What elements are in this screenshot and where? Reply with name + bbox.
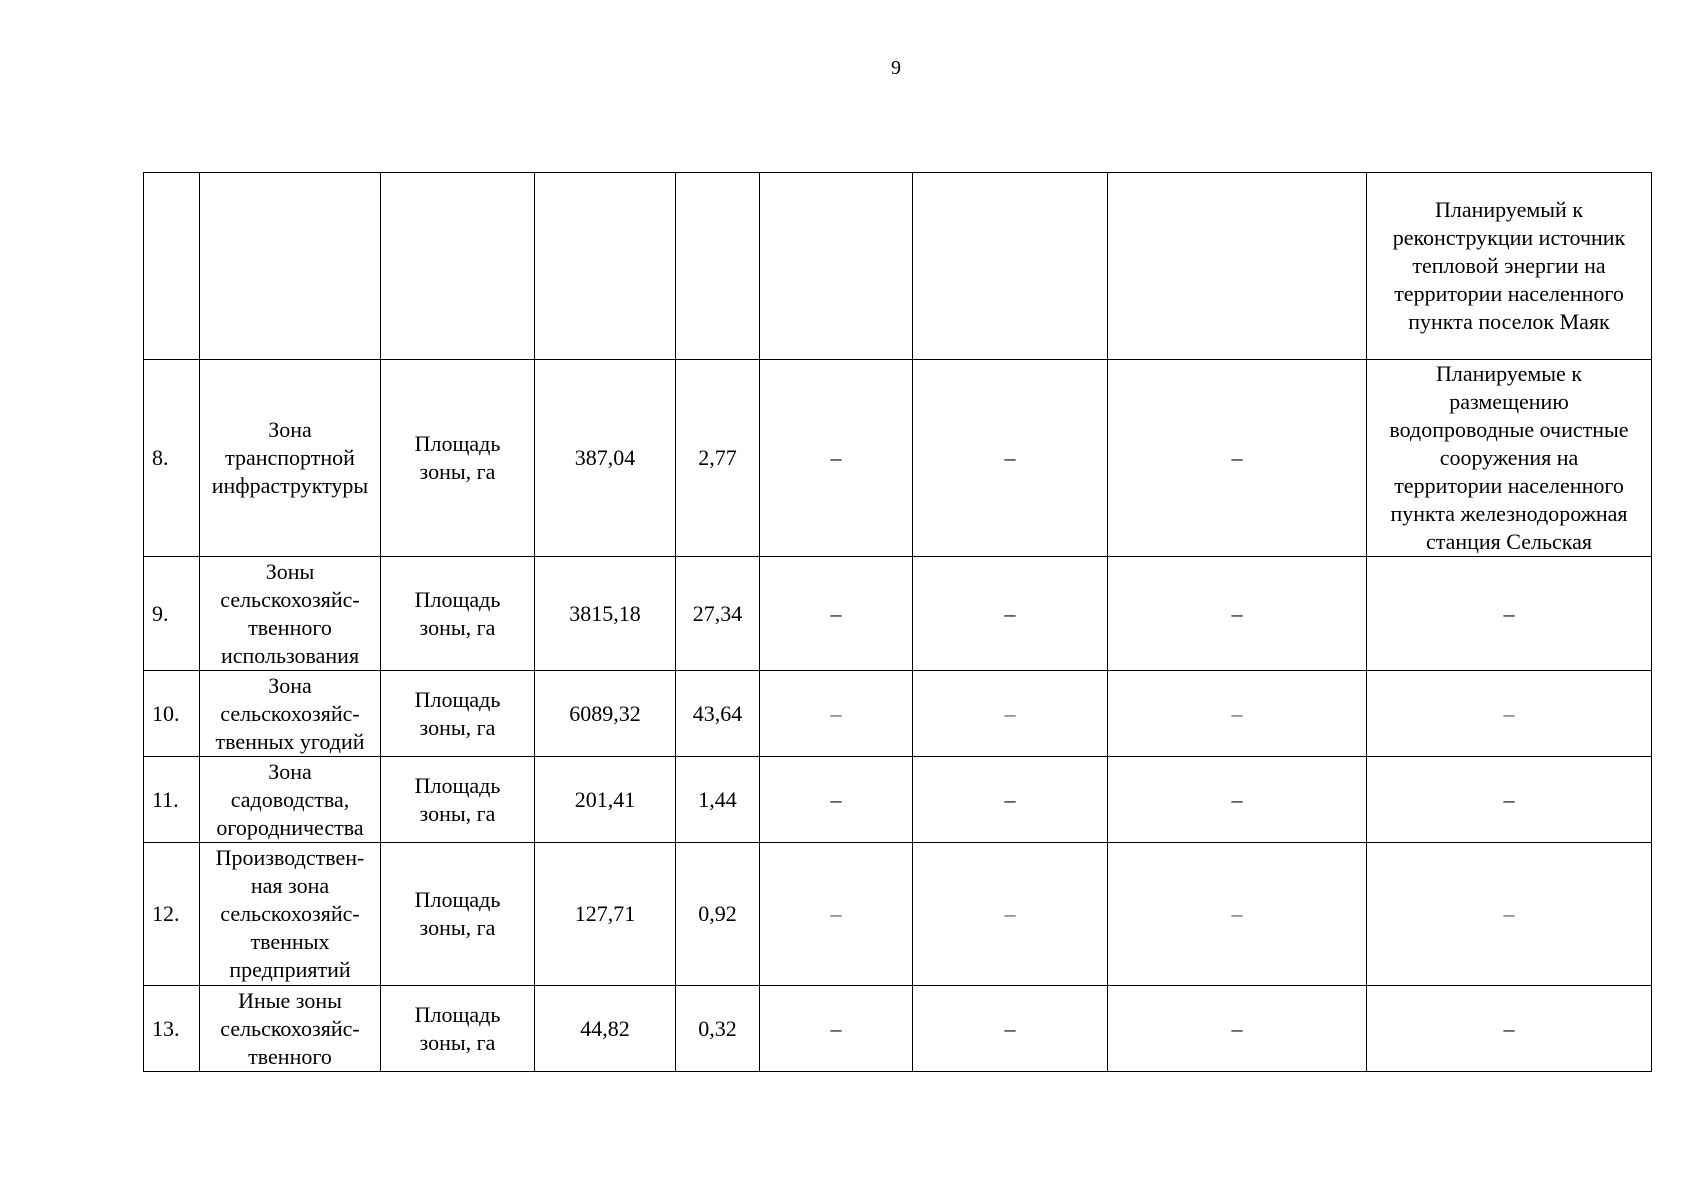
table-cell	[200, 173, 381, 360]
dash-cell: –	[760, 557, 913, 671]
percent-value: 27,34	[676, 557, 760, 671]
dash-cell: –	[1108, 843, 1367, 986]
dash-cell: –	[1367, 557, 1652, 671]
indicator-name: Площадь зоны, га	[381, 843, 535, 986]
dash-cell: –	[913, 360, 1108, 557]
percent-value: 0,32	[676, 986, 760, 1072]
row-number: 10.	[144, 671, 200, 757]
dash-cell: –	[1108, 757, 1367, 843]
row-number: 8.	[144, 360, 200, 557]
zone-name: Производствен- ная зона сельскохозяйс- твенных предприятий	[200, 843, 381, 986]
percent-value: 43,64	[676, 671, 760, 757]
dash-cell: –	[760, 986, 913, 1072]
area-value: 44,82	[535, 986, 676, 1072]
indicator-name: Площадь зоны, га	[381, 986, 535, 1072]
row-number: 11.	[144, 757, 200, 843]
zone-name: Зона сельскохозяйс- твенных угодий	[200, 671, 381, 757]
dash-cell: –	[1108, 360, 1367, 557]
page-number: 9	[891, 57, 901, 79]
indicator-name: Площадь зоны, га	[381, 671, 535, 757]
dash-cell: –	[913, 557, 1108, 671]
area-value: 387,04	[535, 360, 676, 557]
dash-cell: –	[760, 757, 913, 843]
dash-cell: –	[1108, 557, 1367, 671]
table-cell-note: Планируемые к размещению водопроводные очистные сооружения на территории населенного пункта железнодорожная станция Сельская	[1367, 360, 1652, 557]
percent-value: 1,44	[676, 757, 760, 843]
table-row	[144, 360, 1652, 557]
zone-name: Зона садоводства, огородничества	[200, 757, 381, 843]
indicator-name: Площадь зоны, га	[381, 557, 535, 671]
dash-cell: –	[913, 843, 1108, 986]
table-row	[144, 671, 1652, 757]
dash-cell: –	[1108, 671, 1367, 757]
table-cell	[144, 173, 200, 360]
row-number: 9.	[144, 557, 200, 671]
table-row	[144, 173, 1652, 360]
percent-value: 2,77	[676, 360, 760, 557]
percent-value: 0,92	[676, 843, 760, 986]
dash-cell: –	[760, 671, 913, 757]
row-number: 13.	[144, 986, 200, 1072]
table-cell	[381, 173, 535, 360]
zone-name: Иные зоны сельскохозяйс- твенного	[220, 987, 360, 1069]
table-row	[144, 843, 1652, 986]
table-cell	[535, 173, 676, 360]
dash-cell: –	[1367, 843, 1652, 986]
table-cell	[913, 173, 1108, 360]
table-cell	[1108, 173, 1367, 360]
table-cell-note: Планируемый к реконструкции источник тепловой энергии на территории населенного пункта поселок Маяк	[1367, 173, 1652, 360]
dash-cell: –	[760, 360, 913, 557]
area-value: 127,71	[535, 843, 676, 986]
dash-cell: –	[913, 986, 1108, 1072]
indicator-name: Площадь зоны, га	[381, 757, 535, 843]
area-value: 201,41	[535, 757, 676, 843]
indicator-name: Площадь зоны, га	[381, 360, 535, 557]
area-value: 6089,32	[535, 671, 676, 757]
zones-table	[143, 172, 1652, 1072]
dash-cell: –	[913, 757, 1108, 843]
table-cell	[676, 173, 760, 360]
table-cell	[760, 173, 913, 360]
area-value: 3815,18	[535, 557, 676, 671]
zone-name-cell	[200, 986, 381, 1072]
zone-name: Зоны сельскохозяйс- твенного использования	[200, 557, 381, 671]
dash-cell: –	[913, 671, 1108, 757]
dash-cell: –	[1367, 671, 1652, 757]
dash-cell: –	[760, 843, 913, 986]
zone-name: Зона транспортной инфраструктуры	[200, 360, 381, 557]
table-row	[144, 986, 1652, 1072]
table-row	[144, 557, 1652, 671]
row-number: 12.	[144, 843, 200, 986]
dash-cell: –	[1367, 986, 1652, 1072]
dash-cell: –	[1367, 757, 1652, 843]
table-row	[144, 757, 1652, 843]
dash-cell: –	[1108, 986, 1367, 1072]
